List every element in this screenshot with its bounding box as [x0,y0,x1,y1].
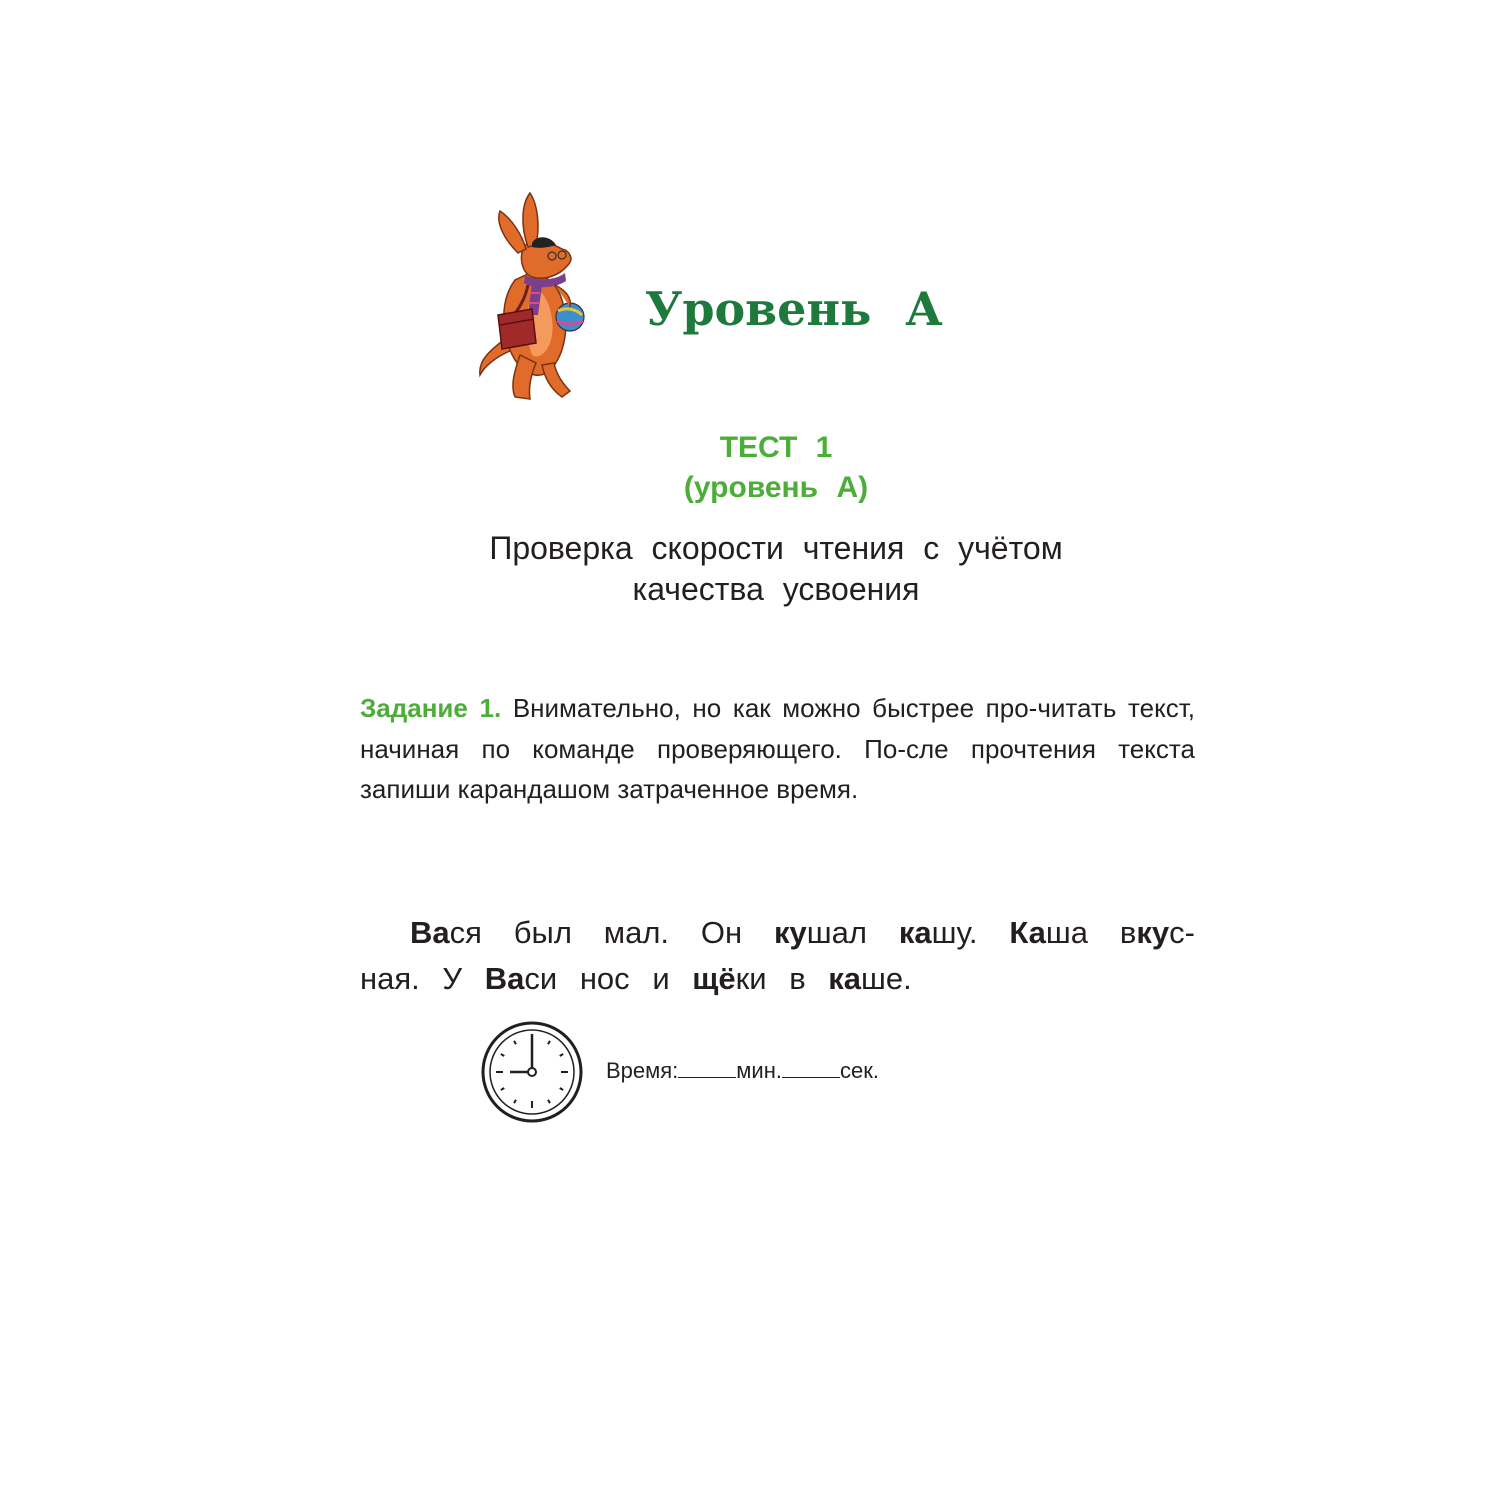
reading-word: нос [579,961,630,996]
task-text: Внимательно, но как можно быстрее про-читать текст, начиная по команде проверяющего. По-сле прочтения текста запиши карандашом затраченное время. [360,693,1195,804]
reading-line [360,956,1195,1002]
subtitle-line: качества усвоения [632,571,920,607]
test-level: (уровень А) [683,471,869,504]
stressed-syllable: ку [1136,915,1170,950]
reading-text [360,910,1195,1002]
test-subtitle [0,528,1500,610]
reading-word: Вася [410,915,482,950]
reading-word: Каша [1009,915,1089,950]
time-label: Время: [606,1058,679,1083]
stressed-syllable: щё [692,961,736,996]
reading-word: Он [700,915,743,950]
test-number: ТЕСТ 1 [719,431,833,464]
reading-word: кушал [774,915,867,950]
minutes-blank[interactable] [678,1059,736,1078]
clock-icon [480,1020,584,1124]
reading-word: каше. [828,961,912,996]
seconds-label: сек. [839,1058,879,1083]
stressed-syllable: ка [828,961,862,996]
kangaroo-icon [470,185,615,410]
reading-word: вкус- [1119,915,1195,950]
time-record [606,1058,879,1084]
reading-line [360,910,1195,956]
minutes-label: мин. [736,1058,782,1083]
reading-word: У [442,961,463,996]
reading-word: был [513,915,572,950]
subtitle-line: Проверка скорости чтения с учётом [489,530,1063,566]
reading-word: кашу. [898,915,978,950]
test-title [0,428,1500,508]
stressed-syllable: Ка [1009,915,1046,950]
reading-word: и [652,961,670,996]
seconds-blank[interactable] [782,1059,840,1078]
task-label: Задание 1. [360,693,502,723]
level-title: Уровень А [645,282,943,336]
stressed-syllable: ка [898,915,932,950]
stressed-syllable: Ва [484,961,525,996]
task-instructions [360,688,1195,810]
reading-word: ная. [360,961,420,996]
stressed-syllable: ку [774,915,807,950]
reading-word: Васи [484,961,558,996]
reading-word: мал. [603,915,670,950]
reading-word: в [789,961,806,996]
reading-word: щёки [692,961,767,996]
stressed-syllable: Ва [410,915,450,950]
